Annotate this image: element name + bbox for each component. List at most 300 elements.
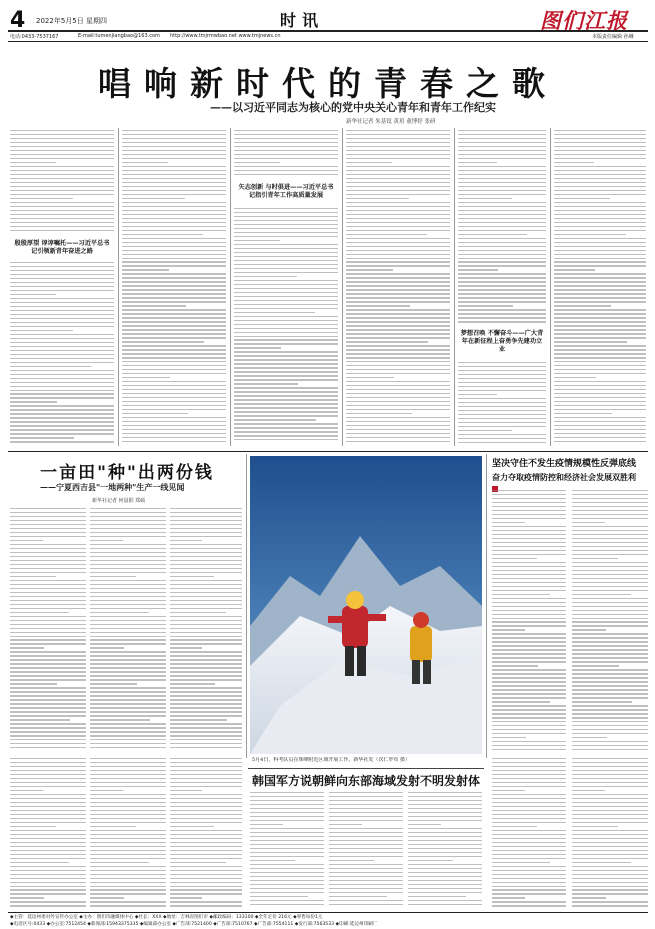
text-line bbox=[492, 546, 566, 547]
text-line bbox=[492, 530, 566, 531]
text-line bbox=[10, 655, 86, 656]
text-line bbox=[10, 386, 114, 387]
text-line bbox=[554, 369, 646, 370]
text-line bbox=[572, 770, 648, 771]
text-line bbox=[492, 798, 566, 799]
text-line bbox=[90, 878, 166, 879]
text-line bbox=[492, 602, 566, 603]
text-line bbox=[408, 868, 482, 869]
text-line bbox=[10, 651, 86, 652]
text-line bbox=[346, 429, 450, 430]
col-divider bbox=[230, 128, 231, 446]
text-line bbox=[346, 166, 450, 167]
text-line bbox=[90, 770, 166, 771]
text-line bbox=[234, 296, 338, 297]
section-rule bbox=[8, 451, 648, 452]
text-line bbox=[346, 230, 450, 231]
text-line bbox=[122, 441, 226, 442]
text-line bbox=[346, 373, 450, 374]
text-line bbox=[10, 624, 86, 625]
text-line bbox=[10, 374, 114, 375]
text-line bbox=[10, 556, 86, 557]
text-line bbox=[90, 508, 166, 509]
text-line bbox=[572, 846, 648, 847]
text-line bbox=[492, 770, 566, 771]
col-divider bbox=[454, 128, 455, 446]
text-line bbox=[90, 842, 166, 843]
text-line bbox=[10, 174, 114, 175]
text-line bbox=[10, 786, 86, 787]
text-line bbox=[10, 564, 86, 565]
text-line bbox=[90, 600, 166, 601]
text-line bbox=[572, 514, 648, 515]
text-line bbox=[346, 285, 450, 286]
text-line bbox=[492, 709, 566, 710]
text-line bbox=[572, 645, 648, 646]
text-line bbox=[234, 146, 338, 147]
text-line bbox=[572, 534, 648, 535]
text-line bbox=[492, 721, 566, 722]
text-line bbox=[572, 774, 648, 775]
text-line bbox=[346, 150, 450, 151]
text-line bbox=[346, 433, 450, 434]
main-byline: 新华社记者 朱基钗 黄玥 董博婷 张研 bbox=[346, 119, 436, 125]
text-line bbox=[90, 834, 166, 835]
text-line bbox=[234, 232, 338, 233]
text-line bbox=[554, 226, 646, 227]
text-line bbox=[122, 166, 226, 167]
text-line bbox=[170, 770, 242, 771]
text-line bbox=[554, 273, 646, 274]
main-subhead-1: 殷殷厚望 谆谆嘱托——习近平总书记引领新青年奋进之路 bbox=[14, 240, 110, 255]
text-line bbox=[122, 198, 185, 199]
text-line bbox=[122, 170, 226, 171]
text-line bbox=[408, 888, 482, 889]
text-line bbox=[458, 138, 546, 139]
text-line bbox=[170, 814, 242, 815]
brand-logo: 图们江报 bbox=[540, 8, 628, 33]
text-line bbox=[170, 794, 242, 795]
text-line bbox=[10, 707, 86, 708]
text-line bbox=[492, 494, 566, 495]
bottom-column-1 bbox=[250, 792, 324, 910]
text-line bbox=[572, 498, 648, 499]
text-line bbox=[346, 226, 450, 227]
text-line bbox=[554, 345, 646, 346]
text-line bbox=[492, 737, 526, 738]
text-line bbox=[10, 338, 114, 339]
text-line bbox=[572, 582, 648, 583]
text-line bbox=[234, 419, 316, 420]
text-line bbox=[122, 353, 226, 354]
text-line bbox=[492, 741, 566, 742]
text-line bbox=[234, 240, 280, 241]
text-line bbox=[346, 154, 450, 155]
text-line bbox=[170, 778, 242, 779]
text-line bbox=[346, 357, 450, 358]
text-line bbox=[10, 170, 114, 171]
text-line bbox=[234, 162, 280, 163]
text-line bbox=[234, 236, 338, 237]
header-website: http://www.tmjrmwbao.net www.tmjnews.cn bbox=[170, 33, 281, 39]
text-line bbox=[122, 202, 226, 203]
text-line bbox=[10, 382, 114, 383]
second-headline: 一亩田"种"出两份钱 bbox=[40, 463, 214, 483]
text-line bbox=[250, 872, 324, 873]
text-line bbox=[234, 415, 338, 416]
text-line bbox=[346, 198, 409, 199]
text-line bbox=[572, 618, 648, 619]
text-line bbox=[492, 782, 566, 783]
text-line bbox=[10, 576, 56, 577]
text-line bbox=[572, 649, 648, 650]
text-line bbox=[346, 317, 450, 318]
text-line bbox=[122, 174, 226, 175]
text-line bbox=[250, 804, 324, 805]
text-line bbox=[170, 616, 242, 617]
text-line bbox=[250, 832, 324, 833]
text-line bbox=[554, 321, 646, 322]
text-line bbox=[329, 876, 403, 877]
text-line bbox=[250, 824, 283, 825]
text-line bbox=[234, 347, 281, 348]
text-line bbox=[10, 893, 86, 894]
text-line bbox=[492, 697, 566, 698]
text-line bbox=[170, 854, 242, 855]
text-line bbox=[329, 888, 403, 889]
text-line bbox=[346, 190, 450, 191]
text-line bbox=[10, 274, 114, 275]
text-line bbox=[554, 433, 646, 434]
text-line bbox=[234, 363, 338, 364]
text-line bbox=[492, 550, 566, 551]
text-line bbox=[10, 826, 56, 827]
text-line bbox=[492, 562, 566, 563]
page-number: 4 bbox=[10, 8, 26, 33]
text-line bbox=[170, 683, 215, 684]
text-line bbox=[90, 687, 166, 688]
text-line bbox=[329, 832, 403, 833]
text-line bbox=[346, 265, 450, 266]
text-line bbox=[90, 532, 166, 533]
text-line bbox=[10, 378, 114, 379]
text-line bbox=[10, 889, 86, 890]
text-line bbox=[10, 612, 69, 613]
text-line bbox=[554, 265, 646, 266]
main-column-3b bbox=[234, 208, 338, 446]
text-line bbox=[90, 624, 166, 625]
text-line bbox=[90, 612, 149, 613]
text-line bbox=[170, 731, 242, 732]
text-line bbox=[234, 138, 338, 139]
text-line bbox=[90, 572, 166, 573]
text-line bbox=[10, 206, 114, 207]
text-line bbox=[122, 321, 226, 322]
text-line bbox=[492, 778, 566, 779]
text-line bbox=[122, 297, 226, 298]
text-line bbox=[458, 269, 498, 270]
text-line bbox=[90, 548, 166, 549]
text-line bbox=[554, 182, 646, 183]
text-line bbox=[250, 816, 324, 817]
text-line bbox=[10, 330, 73, 331]
text-line bbox=[408, 880, 482, 881]
text-line bbox=[234, 399, 338, 400]
text-line bbox=[458, 206, 546, 207]
text-line bbox=[90, 794, 166, 795]
text-line bbox=[234, 292, 338, 293]
text-line bbox=[10, 608, 86, 609]
text-line bbox=[572, 562, 648, 563]
text-line bbox=[572, 806, 648, 807]
text-line bbox=[572, 594, 631, 595]
text-line bbox=[90, 620, 166, 621]
text-line bbox=[346, 246, 450, 247]
text-line bbox=[234, 220, 338, 221]
text-line bbox=[346, 365, 450, 366]
text-line bbox=[572, 689, 648, 690]
right-box-subhead: 奋力夺取疫情防控和经济社会发展双胜利 bbox=[492, 472, 636, 482]
text-line bbox=[122, 425, 226, 426]
text-line bbox=[170, 870, 242, 871]
text-line bbox=[554, 333, 646, 334]
text-line bbox=[554, 154, 646, 155]
text-line bbox=[170, 858, 242, 859]
text-line bbox=[346, 389, 450, 390]
photo-caption: 5月4日，科考队员在珠峰附近区域开展工作。新华社发（次仁罗布 摄） bbox=[252, 757, 410, 763]
text-line bbox=[170, 524, 242, 525]
text-line bbox=[329, 804, 403, 805]
text-line bbox=[572, 614, 648, 615]
text-line bbox=[10, 532, 86, 533]
text-line bbox=[458, 166, 546, 167]
text-line bbox=[329, 896, 387, 897]
text-line bbox=[329, 872, 403, 873]
text-line bbox=[170, 632, 242, 633]
second-column-3-tail bbox=[170, 758, 242, 910]
text-line bbox=[10, 878, 86, 879]
text-line bbox=[492, 701, 550, 702]
text-line bbox=[234, 170, 338, 171]
text-line bbox=[458, 293, 546, 294]
text-line bbox=[90, 731, 166, 732]
text-line bbox=[408, 816, 482, 817]
text-line bbox=[492, 745, 566, 746]
text-line bbox=[554, 301, 646, 302]
text-line bbox=[554, 206, 646, 207]
text-line bbox=[122, 254, 226, 255]
text-line bbox=[10, 540, 43, 541]
text-line bbox=[10, 405, 114, 406]
right-box-column-1 bbox=[492, 490, 566, 754]
text-line bbox=[10, 178, 114, 179]
text-line bbox=[10, 699, 86, 700]
text-line bbox=[458, 170, 546, 171]
text-line bbox=[170, 715, 242, 716]
header-editor: 本版责任编辑 孙琳 bbox=[592, 34, 634, 40]
text-line bbox=[170, 691, 242, 692]
text-line bbox=[554, 170, 646, 171]
text-line bbox=[458, 194, 546, 195]
text-line bbox=[492, 733, 566, 734]
text-line bbox=[572, 574, 648, 575]
text-line bbox=[122, 150, 226, 151]
text-line bbox=[122, 401, 226, 402]
text-line bbox=[234, 288, 338, 289]
text-line bbox=[458, 146, 546, 147]
text-line bbox=[346, 261, 450, 262]
text-line bbox=[122, 369, 226, 370]
text-line bbox=[170, 806, 242, 807]
text-line bbox=[346, 142, 450, 143]
text-line bbox=[329, 844, 403, 845]
text-line bbox=[90, 739, 166, 740]
main-column-2 bbox=[122, 130, 226, 446]
text-line bbox=[10, 588, 86, 589]
text-line bbox=[250, 864, 324, 865]
text-line bbox=[250, 800, 324, 801]
text-line bbox=[492, 878, 566, 879]
text-line bbox=[122, 230, 226, 231]
text-line bbox=[492, 818, 566, 819]
text-line bbox=[10, 397, 114, 398]
text-line bbox=[458, 142, 546, 143]
main-column-5 bbox=[458, 130, 546, 328]
text-line bbox=[408, 828, 482, 829]
text-line bbox=[572, 866, 648, 867]
text-line bbox=[10, 230, 114, 231]
text-line bbox=[346, 369, 450, 370]
text-line bbox=[170, 651, 242, 652]
text-line bbox=[329, 856, 403, 857]
text-line bbox=[122, 381, 226, 382]
text-line bbox=[234, 174, 338, 175]
text-line bbox=[572, 570, 648, 571]
text-line bbox=[90, 520, 166, 521]
text-line bbox=[10, 266, 114, 267]
text-line bbox=[170, 564, 242, 565]
text-line bbox=[346, 385, 450, 386]
text-line bbox=[329, 808, 403, 809]
text-line bbox=[170, 568, 242, 569]
text-line bbox=[572, 598, 648, 599]
text-line bbox=[234, 371, 338, 372]
text-line bbox=[90, 826, 136, 827]
main-column-5b bbox=[458, 362, 546, 446]
text-line bbox=[572, 901, 648, 902]
text-line bbox=[554, 134, 646, 135]
text-line bbox=[329, 796, 403, 797]
text-line bbox=[346, 393, 450, 394]
text-line bbox=[250, 808, 324, 809]
text-line bbox=[234, 268, 338, 269]
text-line bbox=[170, 893, 242, 894]
text-line bbox=[170, 600, 242, 601]
text-line bbox=[90, 628, 166, 629]
text-line bbox=[90, 560, 166, 561]
text-line bbox=[10, 441, 114, 442]
text-line bbox=[90, 802, 166, 803]
text-line bbox=[234, 154, 338, 155]
text-line bbox=[572, 550, 648, 551]
text-line bbox=[90, 592, 166, 593]
text-line bbox=[250, 900, 324, 901]
right-box-column-2 bbox=[572, 490, 648, 754]
text-line bbox=[10, 142, 114, 143]
text-line bbox=[122, 146, 226, 147]
text-line bbox=[170, 572, 242, 573]
text-line bbox=[10, 130, 114, 131]
text-line bbox=[346, 421, 450, 422]
text-line bbox=[170, 516, 242, 517]
text-line bbox=[250, 868, 324, 869]
text-line bbox=[346, 281, 450, 282]
text-line bbox=[250, 888, 324, 889]
text-line bbox=[90, 719, 150, 720]
text-line bbox=[90, 889, 166, 890]
text-line bbox=[492, 802, 566, 803]
text-line bbox=[90, 735, 166, 736]
col-divider bbox=[246, 454, 247, 758]
text-line bbox=[346, 194, 450, 195]
text-line bbox=[90, 747, 166, 748]
text-line bbox=[408, 860, 453, 861]
text-line bbox=[170, 592, 242, 593]
text-line bbox=[170, 727, 242, 728]
text-line bbox=[170, 739, 242, 740]
text-line bbox=[492, 846, 566, 847]
text-line bbox=[329, 884, 403, 885]
text-line bbox=[10, 810, 86, 811]
text-line bbox=[572, 641, 648, 642]
text-line bbox=[554, 285, 646, 286]
text-line bbox=[492, 661, 566, 662]
text-line bbox=[346, 202, 450, 203]
text-line bbox=[329, 800, 403, 801]
col-divider bbox=[486, 454, 487, 758]
text-line bbox=[554, 357, 646, 358]
text-line bbox=[10, 572, 86, 573]
text-line bbox=[492, 598, 566, 599]
text-line bbox=[458, 289, 546, 290]
text-line bbox=[10, 166, 114, 167]
text-line bbox=[492, 905, 566, 906]
text-line bbox=[170, 878, 242, 879]
text-line bbox=[572, 610, 648, 611]
right-column-tail-1 bbox=[492, 758, 566, 910]
text-line bbox=[10, 628, 86, 629]
text-line bbox=[572, 677, 648, 678]
col-divider bbox=[342, 128, 343, 446]
text-line bbox=[10, 802, 86, 803]
text-line bbox=[572, 490, 648, 491]
text-line bbox=[90, 659, 166, 660]
text-line bbox=[458, 410, 546, 411]
text-line bbox=[346, 130, 450, 131]
second-column-1 bbox=[10, 508, 86, 754]
text-line bbox=[346, 218, 450, 219]
text-line bbox=[346, 210, 450, 211]
text-line bbox=[346, 178, 450, 179]
text-line bbox=[10, 886, 86, 887]
text-line bbox=[346, 238, 450, 239]
text-line bbox=[492, 558, 537, 559]
header-rule-bottom bbox=[8, 41, 648, 42]
text-line bbox=[492, 665, 538, 666]
text-line bbox=[122, 309, 226, 310]
text-line bbox=[170, 782, 242, 783]
text-line bbox=[10, 393, 114, 394]
